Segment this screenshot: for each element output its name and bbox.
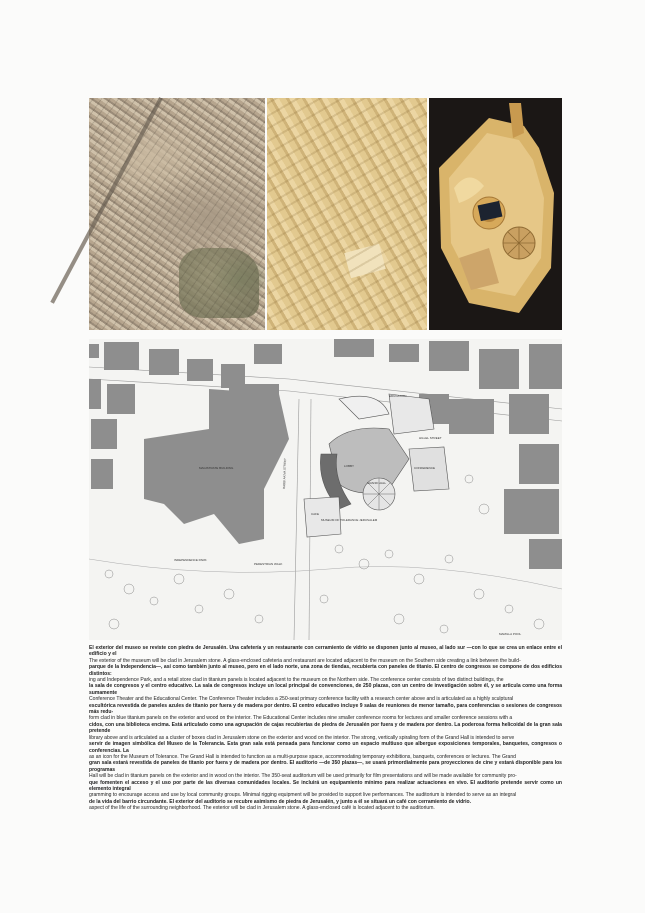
caption-line: ing and Independence Park, and a retail store clad in titanium panels is located adjacent to the museum on the Northern side. The conference center consists of two distinct buildings, the xyxy=(89,677,504,684)
label-pedestrian: PEDESTRIAN WALK xyxy=(254,562,283,566)
caption-line: Conference Theater and the Educational Center. The Conference Theater includes a 250-seat primary conference facility with a research center above and is articulated as a highly sculptural xyxy=(89,696,514,703)
caption-line: escultórica revestida de paneles azules de titanio por fuera y de madera por dentro. El centro educativo incluye 9 salas de reuniones de menor tamaño, para conferencias o sesiones de congresos más redu- xyxy=(89,702,562,716)
photo-strip xyxy=(89,98,562,330)
aerial-view-jerusalem xyxy=(89,98,265,330)
aerial-road xyxy=(50,97,162,304)
label-independence-park: INDEPENDENCE PARK xyxy=(174,558,207,562)
caption-line: la sala de congresos y el centro educativo. La sala de congresos incluye un local principal de convenciones, de 250 plazas, con un centro de investigación sobre él, y se articula como una forma sumamente xyxy=(89,683,562,696)
site-plan-drawing xyxy=(89,339,562,640)
museum-model-drawing xyxy=(429,98,562,330)
caption-line: Hall will be clad in titanium panels on the exterior and in wood on the interior. The 350-seat auditorium will be used primarily for film presentations and will be made available for community pro- xyxy=(89,773,517,780)
aerial-park xyxy=(179,248,259,318)
caption-line: The exterior of the museum will be clad in Jerusalem stone. A glass-enclosed cafeteria and restaurant are located adjacent to the museum on the Southern side creating a link between the build- xyxy=(89,657,521,664)
label-cafe: CAFE xyxy=(311,512,320,516)
caption-line: parque de la Independencia—, así como también junto al museo, pero en el lado norte, una zona de tiendas, recubierta con paneles de titanio. El centro de congresos se compone de dos edificios distintos: xyxy=(89,664,562,677)
label-conference: CONFERENCE xyxy=(414,466,436,470)
model-plaza xyxy=(344,244,386,278)
caption-line: que fomenten el acceso y el uso por parte de las diversas comunidades locales. Se incluirá un equipamiento mínimo para realizar actuaciones en vivo. El auditorio pretende servir como un elemento integral xyxy=(89,779,562,792)
caption-line: gran sala estará revestida de paneles de titanio por fuera y de madera por dentro. El auditorio —de 350 plazas—, se usará primordialmente para proyecciones de cine y estará disponible para los programas xyxy=(89,760,562,773)
caption-line: cidos, con una biblioteca encima. Está articulado como una agrupación de cajas recubiertas de piedra de Jerusalén por fuera y de madera por dentro. La poderosa forma helicoidal de la gran sala pretende xyxy=(89,721,562,735)
label-rabbi-akiva: RABBI AKIVA STREET xyxy=(282,458,288,490)
label-hillel-street: HILLEL STREET xyxy=(419,436,442,440)
caption-line: form clad in blue titanium panels on the exterior and wood on the interior. The Educational Center includes nine smaller conference rooms for lectures and smaller conference sessions with a xyxy=(89,715,513,722)
label-magistrate: MAGISTRATE BUILDING xyxy=(199,466,234,470)
label-lobby: LOBBY xyxy=(344,464,355,468)
caption-line: servir de imagen simbólica del Museo de la Tolerancia. Esta gran sala está pensada para funcionar como un espacio multiuso que albergue exposiciones temporales, banquetes, congresos o conferencias. La xyxy=(89,741,562,754)
caption-line: as an icon for the Museum of Tolerance. The Grand Hall is intended to function as a multi-purpose space, accommodating temporary exhibitions, banquets, conferences or lectures. The Grand xyxy=(89,753,516,760)
caption-line: aspect of the life of the surrounding neighborhood. The exterior will be clad in Jerusalem stone. A glass-enclosed café is located adjacent to the auditorium. xyxy=(89,805,435,812)
label-museum: MUSEUM OF TOLERANCE JERUSALEM xyxy=(321,518,378,522)
label-mamilla-pool: MAMILLA POOL xyxy=(499,632,522,636)
label-education: EDUCATION xyxy=(389,394,407,398)
caption-line: El exterior del museo se reviste con piedra de Jerusalén. Una cafetería y un restaurante con cerramiento de vidrio se disponen junto al museo, al lado sur —con lo que se crea un enlace entre el edificio y el xyxy=(89,645,562,658)
caption-line: gramming to encourage access and use by local community groups. Minimal rigging equipment will be provided to support live performances. The auditorium is intended to serve as an integral xyxy=(89,792,517,799)
caption-line: de la vida del barrio circundante. El exterior del auditorio se recubre asimismo de piedra de Jerusalén, y junto a él se situará un café con cerramiento de vidrio. xyxy=(89,798,472,805)
museum-model-detail xyxy=(429,98,562,330)
site-plan xyxy=(89,339,562,640)
label-grand-hall: GRAND HALL xyxy=(367,481,387,485)
caption-line: library above and is articulated as a cluster of boxes clad in Jerusalem stone on the exterior and wood on the interior. The strong, vertically spiraling form of the Grand Hall is intended to serve xyxy=(89,734,515,741)
caption-text xyxy=(89,645,562,812)
site-model-overview xyxy=(267,98,427,330)
